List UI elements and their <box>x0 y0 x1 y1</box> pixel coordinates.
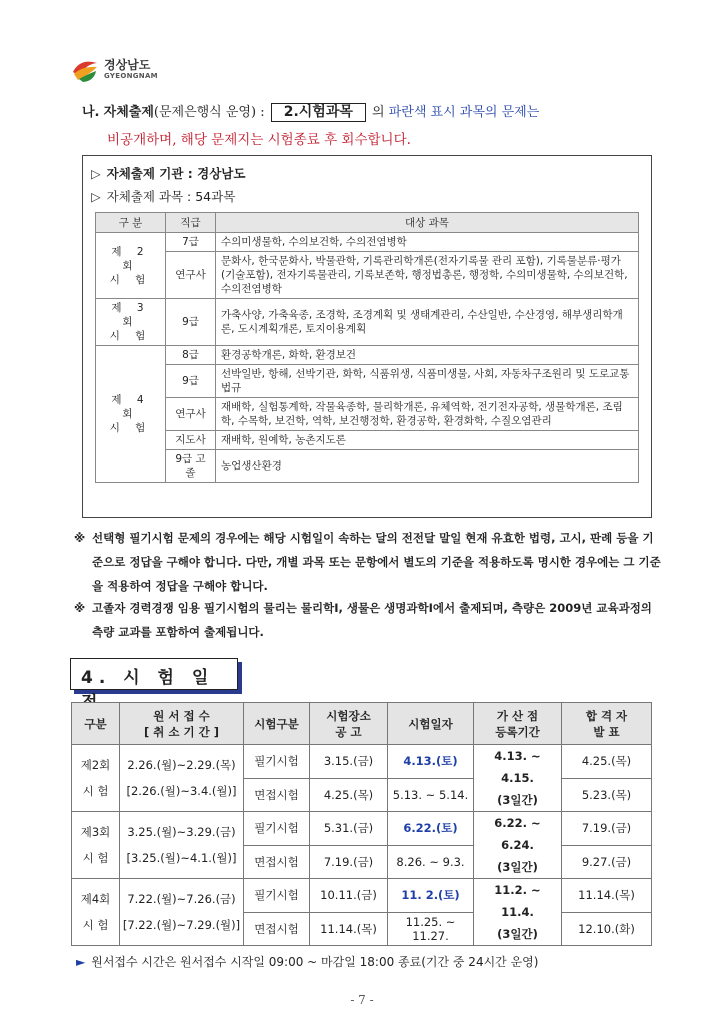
gyeongnam-emblem-icon <box>70 54 100 84</box>
table-row <box>96 450 639 483</box>
subjects-cell: 재배학, 원예학, 농촌지도론 <box>216 431 639 450</box>
grade-cell: 지도사 <box>166 431 216 450</box>
result-date: 4.25.(목) <box>562 745 652 779</box>
table-row <box>72 745 652 779</box>
venue-notice: 10.11.(금) <box>310 879 388 913</box>
header-category: 구 분 <box>96 213 166 233</box>
subjects-cell: 수의미생물학, 수의보건학, 수의전염병학 <box>216 233 639 252</box>
bonus-period: 6.22. ~ 6.24. (3일간) <box>474 812 562 879</box>
exam-date: 11.25. ~ 11.27. <box>388 912 474 946</box>
section-na-line2: 비공개하며, 해당 문제지는 시험종료 후 회수합니다. <box>107 132 411 148</box>
header-grade: 직급 <box>166 213 216 233</box>
venue-notice: 4.25.(목) <box>310 778 388 812</box>
table-row <box>96 398 639 431</box>
schedule-header <box>72 703 652 745</box>
note-text: 고졸자 경력경쟁 임용 필기시험의 물리는 물리학Ⅰ, 생물은 생명과학Ⅰ에서 출제되며, 측량은 2009년 교육과정의 측량 교과를 포함하여 출제됩니다. <box>92 601 652 639</box>
agency-line <box>91 164 245 182</box>
application-period: 3.25.(월)~3.29.(금) [3.25.(월)~4.1.(월)] <box>120 812 244 879</box>
footnote <box>76 953 538 970</box>
schedule-table <box>71 702 652 946</box>
group-round2: 제 2 회 시 험 <box>96 233 166 299</box>
header-subjects: 대상 과목 <box>216 213 639 233</box>
note-1 <box>74 526 664 598</box>
round-name: 제2회 시 험 <box>72 745 120 812</box>
exam-type: 필기시험 <box>244 879 310 913</box>
grade-cell: 7급 <box>166 233 216 252</box>
grade-cell: 9급 고졸 <box>166 450 216 483</box>
logo-name-en: GYEONGNAM <box>104 72 158 80</box>
result-date: 9.27.(금) <box>562 845 652 879</box>
subjects-count-label: 자체출제 과목 : 54과목 <box>106 189 236 204</box>
section-na-rest-prefix: 의 <box>372 105 385 120</box>
result-date: 11.14.(목) <box>562 879 652 913</box>
subject-box: 2.시험과목 <box>271 103 366 122</box>
grade-cell: 연구사 <box>166 252 216 299</box>
exam-type: 면접시험 <box>244 912 310 946</box>
header-bonus-period: 가 산 점 등록기간 <box>474 703 562 745</box>
group-round3: 제 3 회 시 험 <box>96 299 166 346</box>
note-text: 선택형 필기시험 문제의 경우에는 해당 시험일이 속하는 달의 전전달 말일 현재 유효한 법령, 고시, 판례 등을 기준으로 정답을 구해야 합니다. 다만, 개별 과목 또는 문항에서 별도의 기준을 적용하도록 명시한 경우에는 그 기준을 적용하여 정답을 구해야 합니다. <box>92 531 661 593</box>
grade-cell: 9급 <box>166 365 216 398</box>
venue-notice: 3.15.(금) <box>310 745 388 779</box>
agency-label: 자체출제 기관 : 경상남도 <box>106 166 246 181</box>
self-exam-box <box>82 155 652 518</box>
gyeongnam-logo <box>70 50 220 90</box>
header-exam-type: 시험구분 <box>244 703 310 745</box>
result-date: 12.10.(화) <box>562 912 652 946</box>
table-row <box>72 879 652 913</box>
table-row <box>96 233 639 252</box>
exam-date: 8.26. ~ 9.3. <box>388 845 474 879</box>
bonus-period: 4.13. ~ 4.15. (3일간) <box>474 745 562 812</box>
subjects-cell: 가축사양, 가축육종, 조경학, 조경계획 및 생태계관리, 수산일반, 수산경영, 해부생리학개론, 도시계획개론, 토지이용계획 <box>216 299 639 346</box>
subjects-cell: 선박일반, 항해, 선박기관, 화학, 식품위생, 식품미생물, 사회, 자동차구조원리 및 도로교통법규 <box>216 365 639 398</box>
subjects-cell: 재배학, 실험통계학, 작물육종학, 물리학개론, 유체역학, 전기전자공학, 생물학개론, 조림학, 수목학, 보건학, 역학, 보건행정학, 환경공학, 환경화학, 수질오염관리 <box>216 398 639 431</box>
venue-notice: 11.14.(목) <box>310 912 388 946</box>
triangle-right-icon: ▷ <box>91 189 101 204</box>
reference-mark-icon: ※ <box>74 601 86 615</box>
table-row <box>72 812 652 846</box>
exam-type: 필기시험 <box>244 812 310 846</box>
exam-type: 필기시험 <box>244 745 310 779</box>
table-row <box>96 365 639 398</box>
page-number: - 7 - <box>350 993 374 1007</box>
application-period: 7.22.(월)~7.26.(금) [7.22.(월)~7.29.(월)] <box>120 879 244 946</box>
round-name: 제4회 시 험 <box>72 879 120 946</box>
header-application: 원 서 접 수 [ 취 소 기 간 ] <box>120 703 244 745</box>
exam-type: 면접시험 <box>244 778 310 812</box>
group-round4: 제 4 회 시 험 <box>96 346 166 483</box>
subjects-cell: 문화사, 한국문화사, 박물관학, 기록관리학개론(전자기록물 관리 포함), 기록물분류·평가(기술포함), 전자기록물관리, 기록보존학, 행정법총론, 행정학, 수의미생물학, 수의보건학, 수의전염병학 <box>216 252 639 299</box>
grade-cell: 연구사 <box>166 398 216 431</box>
footnote-text: 원서접수 시간은 원서접수 시작일 09:00 ~ 마감일 18:00 종료(기간 중 24시간 운영) <box>91 955 539 969</box>
exam-date: 4.13.(토) <box>388 745 474 779</box>
triangle-bullet-icon: ► <box>76 955 86 969</box>
result-date: 7.19.(금) <box>562 812 652 846</box>
grade-cell: 8급 <box>166 346 216 365</box>
subject-table <box>95 212 639 483</box>
header-venue-notice: 시험장소 공 고 <box>310 703 388 745</box>
subjects-cell: 농업생산환경 <box>216 450 639 483</box>
section-na-line1 <box>82 101 539 122</box>
application-period: 2.26.(월)~2.29.(목) [2.26.(월)~3.4.(월)] <box>120 745 244 812</box>
subjects-count-line <box>91 187 235 205</box>
triangle-right-icon: ▷ <box>91 166 101 181</box>
exam-date: 11. 2.(토) <box>388 879 474 913</box>
table-row <box>96 346 639 365</box>
table-row <box>96 431 639 450</box>
header-result: 합 격 자 발 표 <box>562 703 652 745</box>
venue-notice: 5.31.(금) <box>310 812 388 846</box>
header-exam-date: 시험일자 <box>388 703 474 745</box>
header-round: 구분 <box>72 703 120 745</box>
bonus-period: 11.2. ~ 11.4. (3일간) <box>474 879 562 946</box>
section-na-paren: (문제은행식 운영) : <box>153 105 265 120</box>
note-2 <box>74 596 664 644</box>
venue-notice: 7.19.(금) <box>310 845 388 879</box>
logo-name-ko: 경상남도 <box>104 58 151 72</box>
result-date: 5.23.(목) <box>562 778 652 812</box>
subjects-cell: 환경공학개론, 화학, 환경보건 <box>216 346 639 365</box>
table-row <box>96 252 639 299</box>
exam-type: 면접시험 <box>244 845 310 879</box>
section-na-blue-text: 파란색 표시 과목의 문제는 <box>388 105 540 120</box>
section-4-heading: 4. 시 험 일 <box>70 658 238 690</box>
exam-date: 6.22.(토) <box>388 812 474 846</box>
section-na-label: 나. <box>82 105 100 120</box>
section-na-title: 자체출제 <box>103 105 154 120</box>
reference-mark-icon: ※ <box>74 531 86 545</box>
table-row <box>96 299 639 346</box>
round-name: 제3회 시 험 <box>72 812 120 879</box>
grade-cell: 9급 <box>166 299 216 346</box>
exam-date: 5.13. ~ 5.14. <box>388 778 474 812</box>
subject-table-header <box>96 213 639 233</box>
